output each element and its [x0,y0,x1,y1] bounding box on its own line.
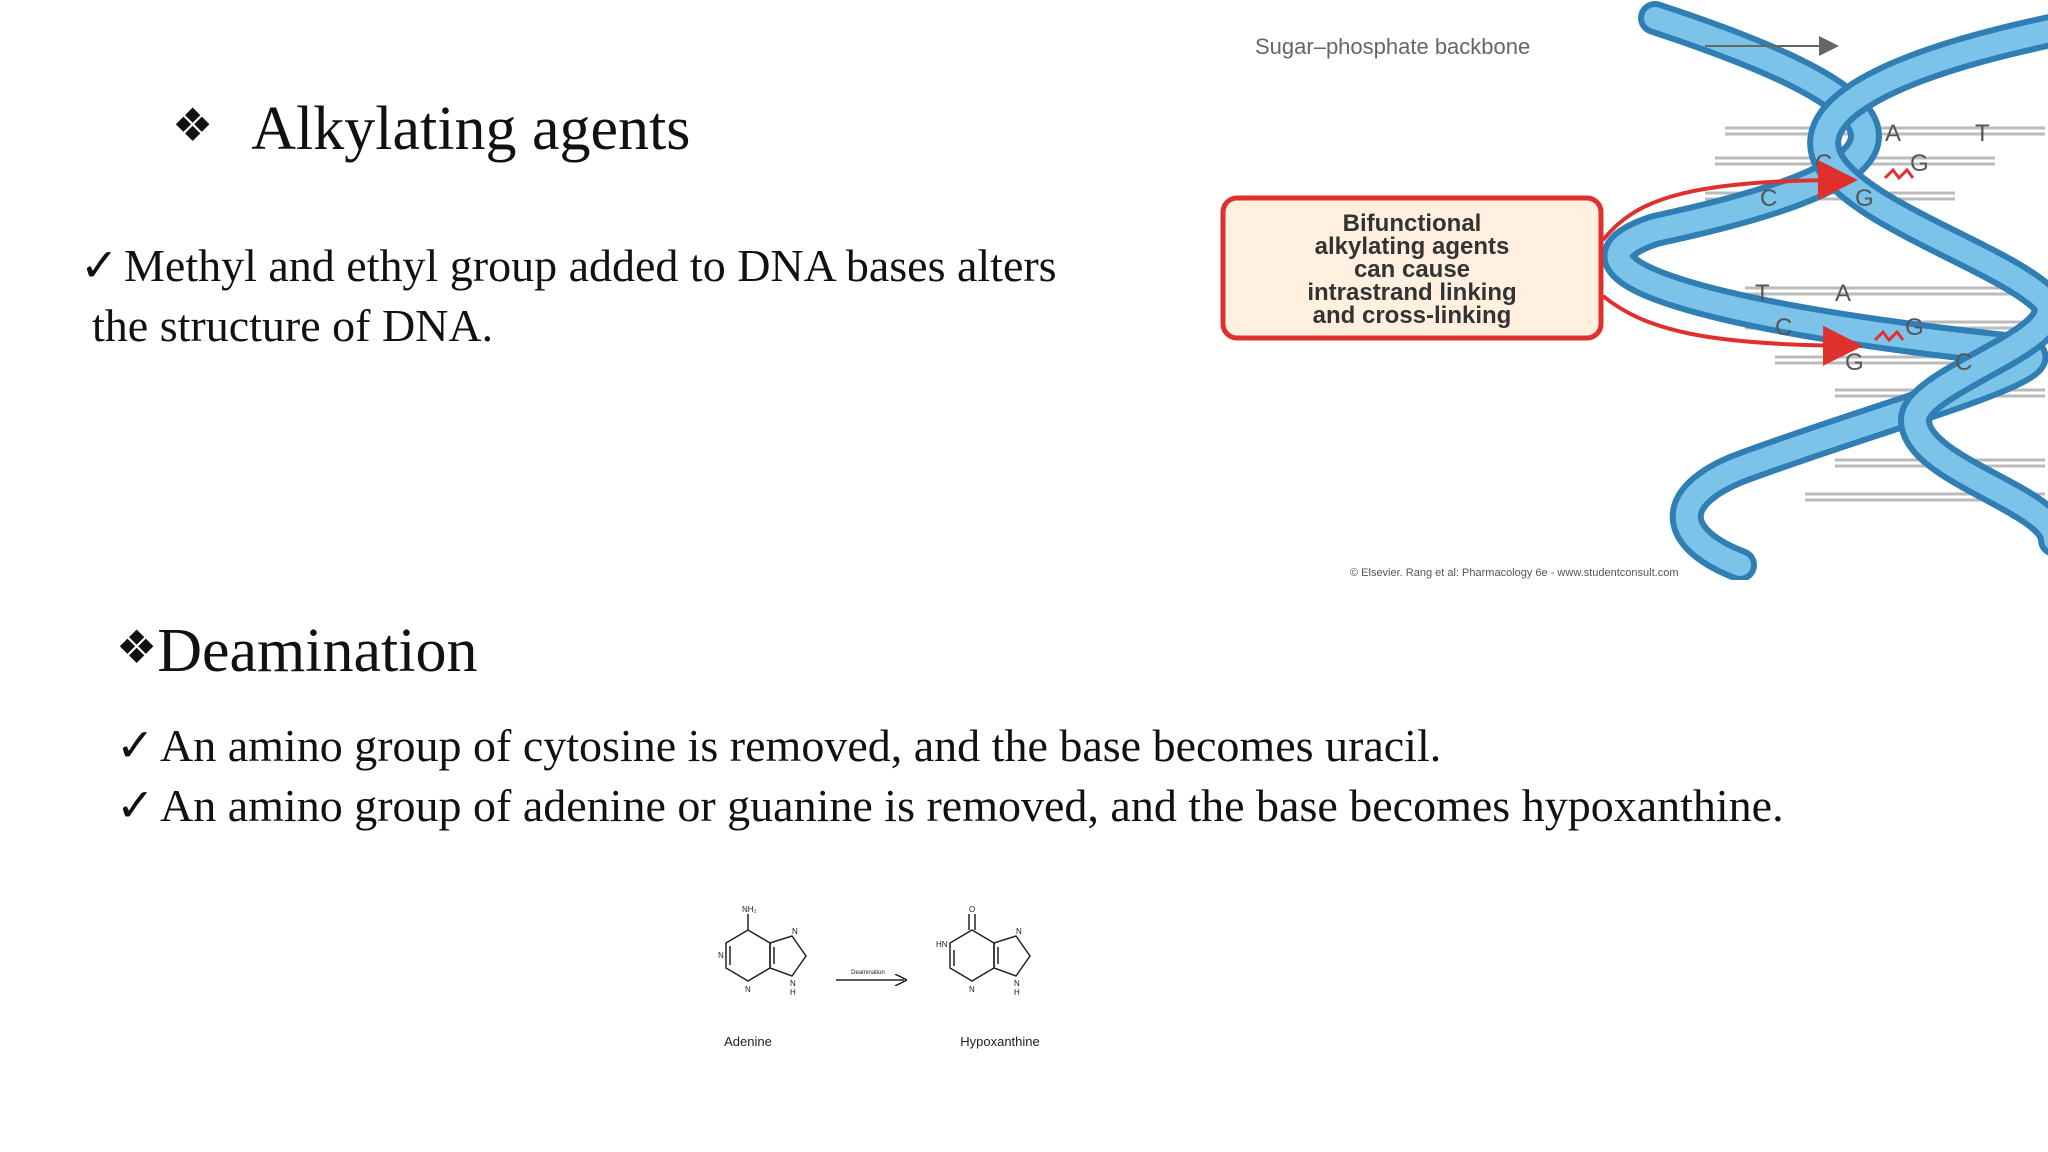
deamination-bullets [116,716,1784,836]
bullet-text-cont: the structure of DNA. [92,299,494,351]
atom-label: N [718,951,724,960]
atom-label: N [969,985,975,994]
four-diamonds-icon: ❖ [172,100,214,151]
base-letter: C [1955,349,1973,376]
base-letter: G [1845,349,1864,376]
base-letter: C [1760,185,1778,212]
atom-label: N [1014,979,1020,988]
base-letter: C [1815,150,1833,177]
bullet-text: An amino group of adenine or guanine is removed, and the base becomes hypoxanthine. [160,780,1784,831]
adenine-structure [726,914,806,981]
amine-group: NH₂ [742,905,757,914]
atom-label: H [790,988,796,997]
atom-label: N [745,985,751,994]
atom-label: H [1014,988,1020,997]
base-letter: A [1835,280,1852,307]
arrow-label: Deamination [851,970,885,976]
atom-label: N [792,927,798,936]
base-letter: T [1755,280,1770,307]
base-letter: G [1910,150,1929,177]
bullet-text: Methyl and ethyl group added to DNA bases alters [124,240,1057,291]
callout-line: intrastrand linking [1307,279,1517,306]
alkylating-heading [172,95,691,163]
callout-line: can cause [1353,256,1471,283]
helix-strands [1618,18,2048,565]
list-item [116,716,1784,776]
callout-line: Bifunctional [1342,210,1482,237]
base-letter: G [1905,314,1924,341]
figure-credit: © Elsevier. Rang et al: Pharmacology 6e - www.studentconsult.com [1350,567,1679,579]
oxo-group: O [969,905,976,914]
callout-line: and cross-linking [1312,302,1512,329]
base-letter: T [1975,120,1990,147]
checkmark-icon: ✓ [80,240,119,291]
base-letter: G [1855,185,1874,212]
list-item [116,776,1784,836]
deamination-heading [116,617,478,685]
atom-label: N [1016,927,1022,936]
bullet-text: An amino group of cytosine is removed, and the base becomes uracil. [160,720,1442,771]
base-letter: C [1775,314,1793,341]
deamination-title: Deamination [157,617,478,685]
checkmark-icon: ✓ [116,720,155,771]
base-letter: A [1885,120,1902,147]
atom-label: N [790,979,796,988]
backbone-label: Sugar–phosphate backbone [1255,34,1531,59]
atom-label: HN [936,940,948,949]
callout-line: alkylating agents [1314,233,1510,260]
four-diamonds-icon: ❖ [116,622,158,673]
hypoxanthine-label: Hypoxanthine [960,1034,1040,1049]
dna-alkylation-figure [1215,0,2048,580]
crosslink-squiggle [1885,170,1913,178]
deamination-reaction-diagram [690,900,1070,1060]
alkylating-bullet [80,236,1057,356]
checkmark-icon: ✓ [116,780,155,831]
alkylating-title: Alkylating agents [251,95,691,163]
adenine-label: Adenine [724,1034,772,1049]
hypoxanthine-structure [950,914,1030,981]
